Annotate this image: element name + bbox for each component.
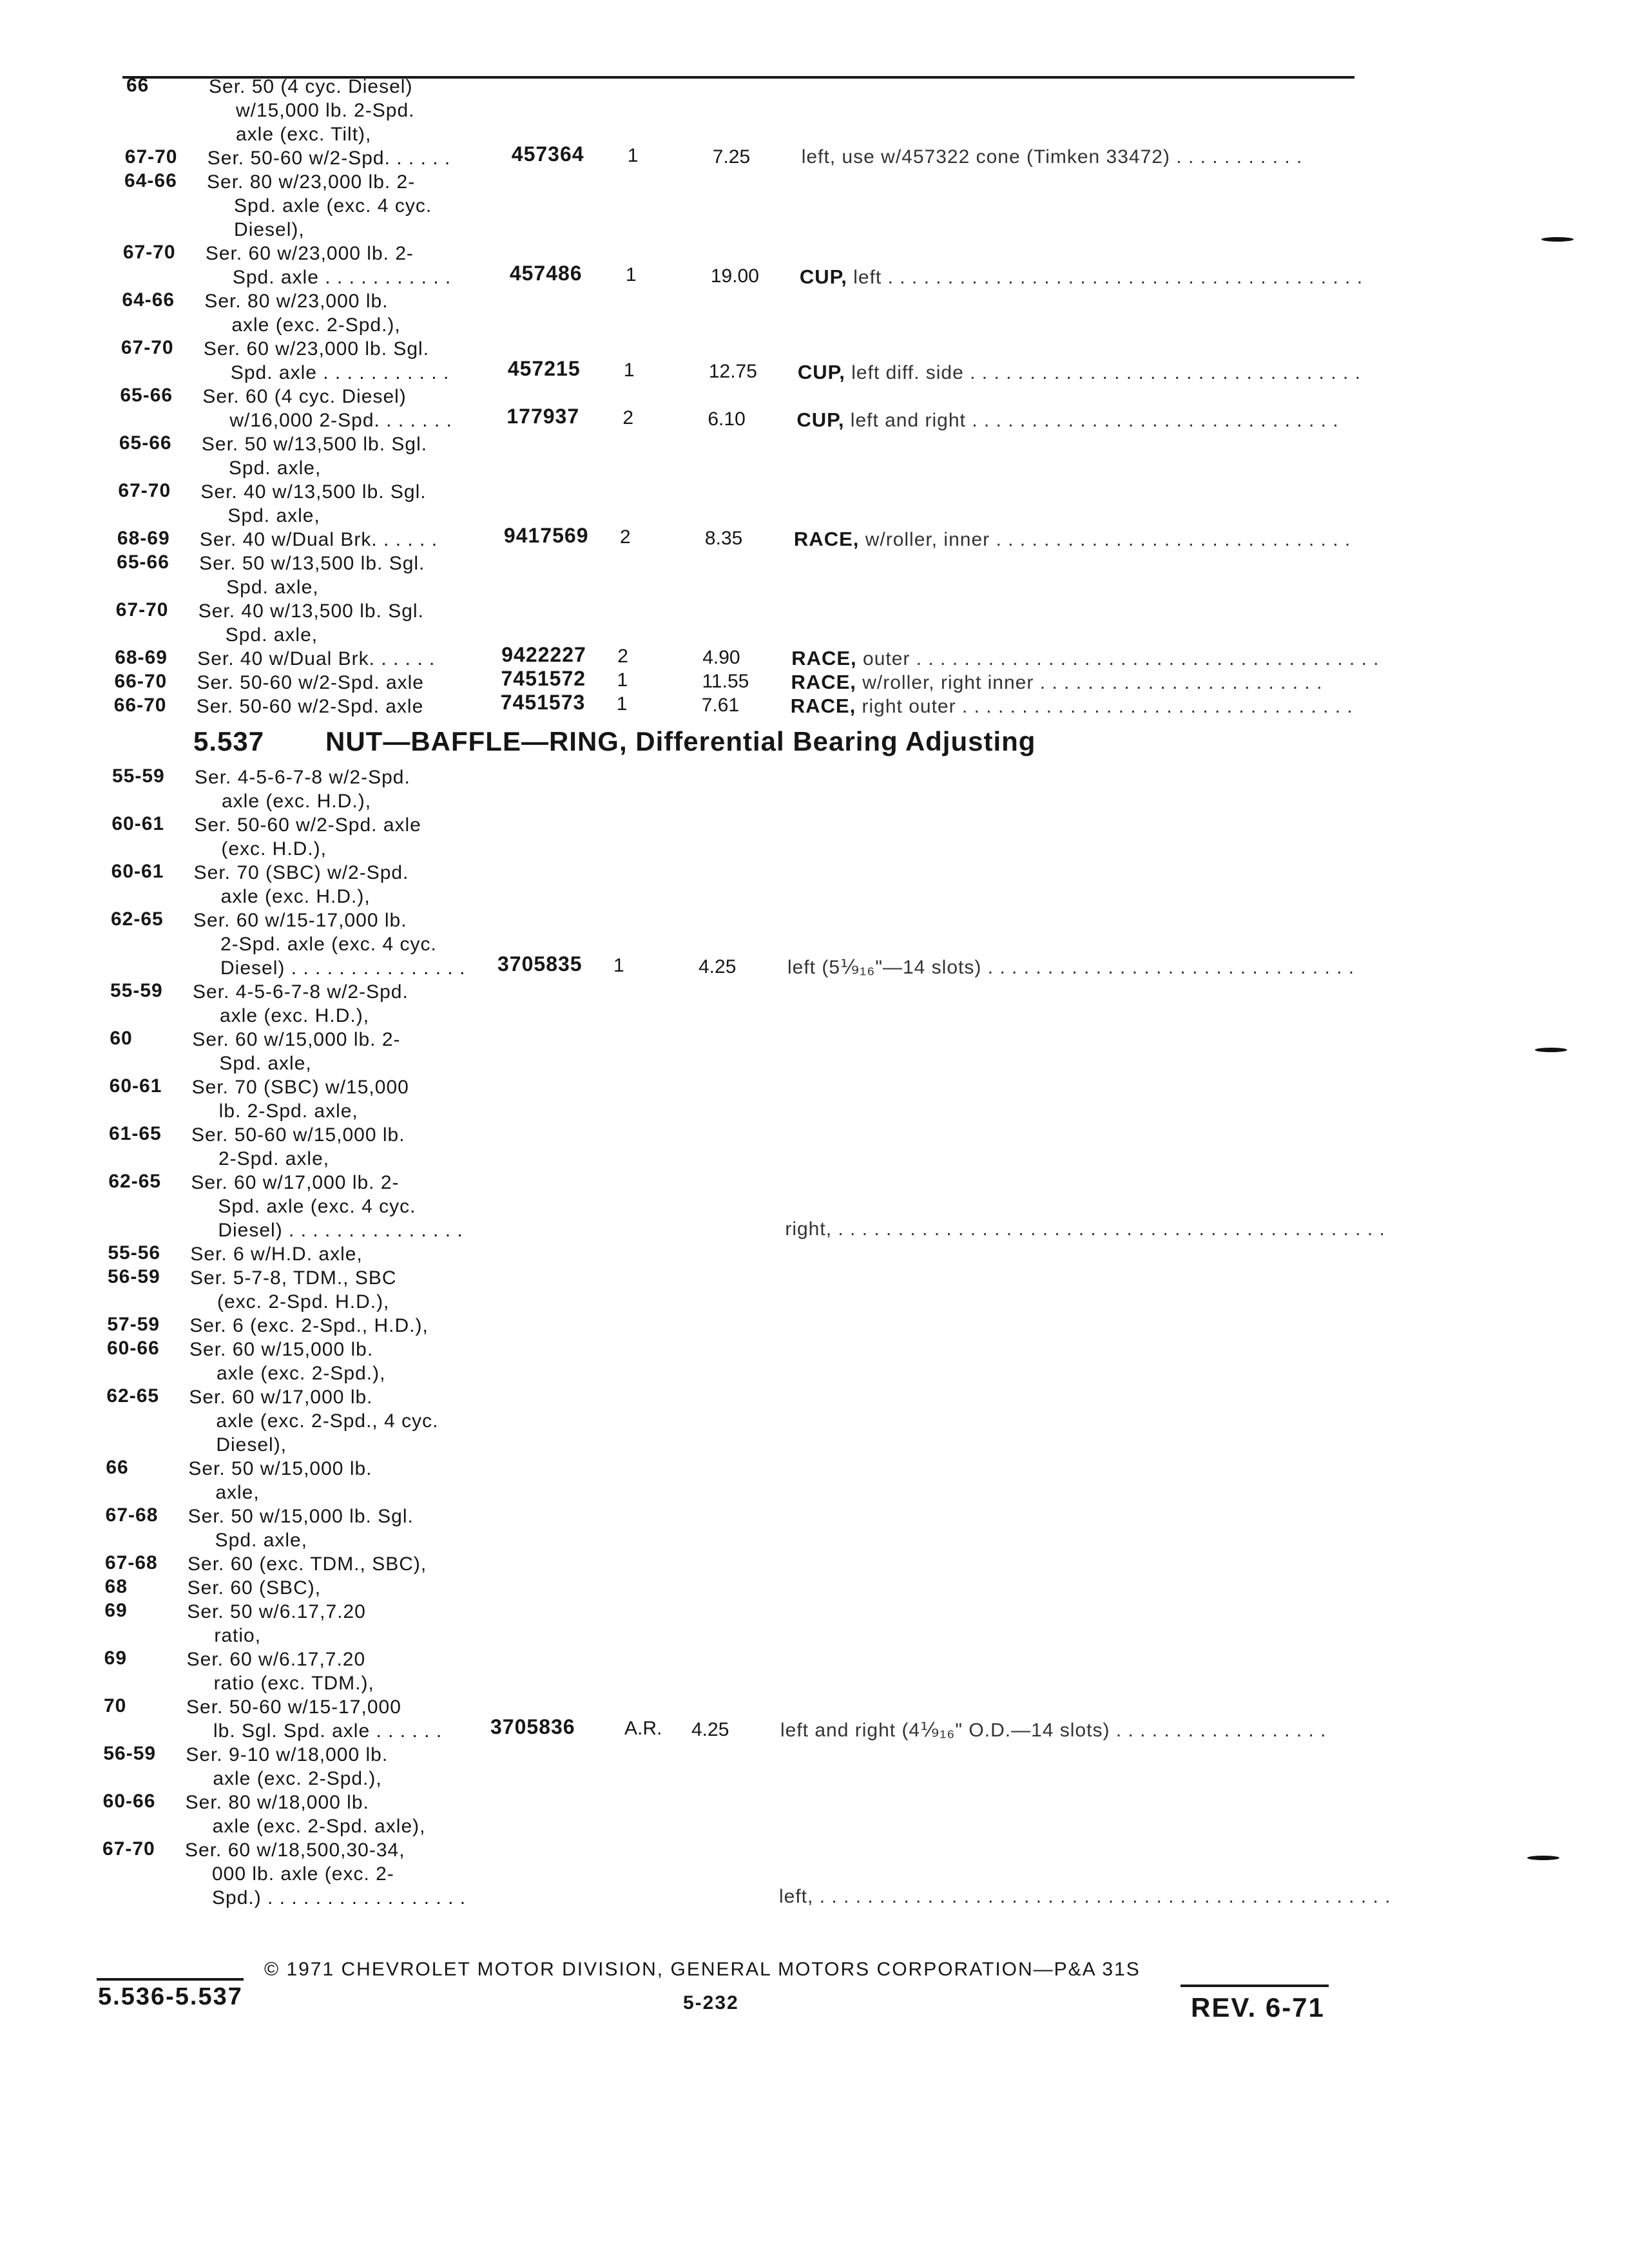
application-line: w/16,000 2-Spd. . . . . . .: [229, 410, 452, 431]
application-line: Ser. 50 w/13,500 lb. Sgl.: [199, 553, 425, 574]
year-range: 66-70: [114, 671, 168, 692]
section-number: 5.537: [193, 726, 265, 756]
application-line: Spd. axle,: [228, 457, 322, 479]
application-line: 2-Spd. axle,: [218, 1148, 330, 1169]
year-range: 60-61: [111, 813, 165, 834]
description-text: left . . . . . . . . . . . . . . . . . . . . . . . . . . . . . . . . . . . . . . . .: [847, 267, 1364, 288]
description-text: left, . . . . . . . . . . . . . . . . . . . . . . . . . . . . . . . . . . . . . . . . . . . . . . . .: [779, 1886, 1391, 1907]
description-noun: RACE,: [793, 528, 860, 550]
application-line: lb. Sgl. Spd. axle . . . . . .: [213, 1720, 443, 1742]
price: 4.25: [691, 1719, 729, 1740]
application-line: Ser. 6 (exc. 2-Spd., H.D.),: [189, 1315, 429, 1336]
application-line: axle (exc. 2-Spd., 4 cyc.: [216, 1410, 439, 1432]
price: 12.75: [708, 361, 757, 382]
year-range: 55-56: [108, 1242, 161, 1264]
application-line: Ser. 60 w/23,000 lb. 2-: [205, 243, 414, 264]
application-line: Spd.) . . . . . . . . . . . . . . . . .: [212, 1887, 467, 1908]
price: 8.35: [704, 528, 743, 549]
quantity: A.R.: [624, 1718, 662, 1739]
description-text: left (5⅑₁₆"—14 slots) . . . . . . . . . . . . . . . . . . . . . . . . . . . . . . .: [787, 957, 1355, 978]
application-line: ratio (exc. TDM.),: [213, 1673, 374, 1694]
year-range: 56-59: [103, 1743, 157, 1764]
application-line: Ser. 50-60 w/2-Spd. axle: [196, 696, 424, 717]
description-noun: RACE,: [790, 695, 856, 717]
description-text: left diff. side . . . . . . . . . . . . . . . . . . . . . . . . . . . . . . . . .: [845, 362, 1361, 383]
application-line: Ser. 50 (4 cyc. Diesel): [209, 76, 413, 97]
application-line: Ser. 50 w/6.17,7.20: [187, 1601, 366, 1622]
quantity: 1: [613, 955, 624, 976]
application-line: w/15,000 lb. 2-Spd.: [236, 100, 415, 121]
year-range: 69: [104, 1600, 128, 1621]
description: [794, 528, 1351, 551]
price: 19.00: [710, 265, 759, 287]
application-line: Ser. 70 (SBC) w/2-Spd.: [193, 862, 409, 883]
quantity: 1: [623, 360, 635, 381]
price: 4.25: [699, 956, 737, 977]
description-text: left and right (4⅑₁₆" O.D.—14 slots) . . . . . . . . . . . . . . . . . .: [780, 1720, 1327, 1741]
quantity: 1: [617, 669, 628, 691]
application-line: axle (exc. H.D.),: [222, 791, 372, 812]
application-line: Ser. 60 w/15,000 lb.: [189, 1339, 374, 1360]
year-range: 67-70: [115, 599, 169, 620]
description-text: w/roller, right inner . . . . . . . . . . . . . . . . . . . . . . . .: [856, 672, 1323, 693]
year-range: 69: [104, 1648, 128, 1669]
application-line: Ser. 50-60 w/2-Spd. axle: [197, 672, 424, 693]
price: 7.25: [712, 146, 751, 168]
part-number: 457486: [509, 262, 583, 285]
application-line: Diesel),: [234, 219, 305, 240]
application-line: Diesel),: [216, 1434, 287, 1456]
application-line: Ser. 40 w/Dual Brk. . . . . .: [199, 529, 438, 550]
year-range: 68-69: [117, 528, 170, 549]
year-range: 67-70: [118, 480, 171, 501]
application-line: 000 lb. axle (exc. 2-: [212, 1863, 394, 1885]
description: [787, 956, 1354, 979]
application-line: 2-Spd. axle (exc. 4 cyc.: [220, 934, 437, 955]
description-text: right, . . . . . . . . . . . . . . . . . . . . . . . . . . . . . . . . . . . . . . . . . . . . . .: [785, 1218, 1385, 1240]
year-range: 64-66: [124, 170, 177, 191]
year-range: 55-59: [110, 980, 163, 1001]
year-range: 66: [126, 75, 149, 96]
application-line: Spd. axle,: [215, 1530, 308, 1551]
quantity: 1: [625, 264, 637, 285]
application-line: axle (exc. 2-Spd.),: [217, 1363, 386, 1384]
application-line: Ser. 50-60 w/15,000 lb.: [191, 1124, 405, 1146]
description: [780, 1719, 1327, 1742]
part-number: 457364: [511, 142, 584, 166]
application-line: Ser. 60 w/17,000 lb. 2-: [191, 1172, 400, 1193]
price: 7.61: [701, 695, 740, 716]
application-line: Spd. axle . . . . . . . . . . .: [232, 267, 452, 288]
year-range: 67-68: [105, 1504, 159, 1526]
quantity: 2: [619, 526, 631, 548]
year-range: 60: [110, 1028, 133, 1049]
application-line: Ser. 50 w/15,000 lb. Sgl.: [188, 1506, 414, 1527]
year-range: 65-66: [119, 432, 172, 454]
binder-tick-mark: [1535, 1048, 1567, 1052]
description: [791, 671, 1322, 694]
year-range: 67-70: [122, 242, 176, 263]
year-range: 55-59: [112, 765, 165, 787]
description-text: left and right . . . . . . . . . . . . . . . . . . . . . . . . . . . . . . .: [844, 410, 1339, 431]
application-line: Ser. 6 w/H.D. axle,: [190, 1244, 363, 1265]
price: 6.10: [708, 408, 746, 430]
application-line: (exc. 2-Spd. H.D.),: [217, 1291, 390, 1312]
part-number: 7451573: [500, 691, 586, 714]
application-line: ratio,: [214, 1625, 262, 1646]
description-noun: CUP,: [796, 408, 845, 431]
year-range: 62-65: [108, 1171, 162, 1192]
year-range: 64-66: [122, 289, 175, 311]
section-title: NUT—BAFFLE—RING, Differential Bearing Adjusting: [325, 726, 1036, 756]
application-line: Ser. 40 w/Dual Brk. . . . . .: [197, 648, 436, 669]
application-line: Ser. 60 w/15-17,000 lb.: [193, 910, 407, 931]
year-range: 67-70: [102, 1838, 155, 1860]
price: 11.55: [702, 671, 749, 692]
application-line: Spd. axle,: [227, 505, 320, 526]
application-line: Ser. 9-10 w/18,000 lb.: [186, 1744, 389, 1765]
application-line: axle,: [215, 1482, 260, 1503]
footer-copyright: © 1971 CHEVROLET MOTOR DIVISION, GENERAL MOTORS CORPORATION—P&A 31S: [264, 1959, 1141, 1980]
application-line: Ser. 60 (4 cyc. Diesel): [202, 386, 407, 407]
description-noun: RACE,: [791, 671, 856, 693]
application-line: axle (exc. 2-Spd.),: [213, 1768, 382, 1789]
part-number: 7451572: [501, 667, 586, 690]
binder-tick-mark: [1541, 237, 1574, 242]
year-range: 62-65: [111, 908, 164, 930]
footer-rule-right: [1181, 1984, 1329, 1987]
quantity: 1: [616, 693, 628, 715]
application-line: Ser. 50 w/13,500 lb. Sgl.: [201, 434, 428, 455]
application-line: Spd. axle (exc. 4 cyc.: [234, 195, 432, 216]
description-text: right outer . . . . . . . . . . . . . . . . . . . . . . . . . . . . . . . . .: [856, 696, 1353, 717]
description: [785, 1218, 1385, 1240]
application-line: Ser. 60 (exc. TDM., SBC),: [188, 1553, 427, 1575]
description-text: outer . . . . . . . . . . . . . . . . . . . . . . . . . . . . . . . . . . . . . . .: [856, 648, 1380, 669]
description-text: w/roller, inner . . . . . . . . . . . . . . . . . . . . . . . . . . . . . .: [859, 529, 1351, 550]
part-number: 3705835: [497, 952, 583, 975]
application-line: (exc. H.D.),: [221, 838, 327, 860]
year-range: 56-59: [108, 1266, 160, 1287]
year-range: 60-66: [102, 1791, 156, 1812]
application-line: Ser. 40 w/13,500 lb. Sgl.: [198, 601, 424, 622]
year-range: 60-61: [109, 1075, 162, 1097]
footer-page-range: 5.536-5.537: [98, 1983, 243, 2010]
year-range: 61-65: [109, 1123, 162, 1144]
application-line: axle (exc. H.D.),: [220, 1005, 370, 1026]
application-line: Ser. 60 w/15,000 lb. 2-: [192, 1029, 401, 1050]
description: [800, 265, 1363, 289]
application-line: Spd. axle . . . . . . . . . . .: [230, 362, 450, 383]
description: [779, 1886, 1391, 1908]
year-range: 68-69: [115, 647, 168, 668]
application-line: axle (exc. 2-Spd. axle),: [212, 1816, 426, 1837]
application-line: lb. 2-Spd. axle,: [218, 1100, 358, 1122]
application-line: Spd. axle,: [225, 624, 318, 646]
part-number: 9422227: [501, 643, 586, 666]
application-line: Ser. 80 w/18,000 lb.: [185, 1792, 369, 1813]
application-line: axle (exc. Tilt),: [236, 124, 372, 145]
year-range: 67-68: [105, 1552, 158, 1573]
application-line: Ser. 60 w/18,500,30-34,: [185, 1840, 405, 1861]
description: [802, 146, 1303, 168]
description: [791, 647, 1379, 670]
year-range: 60-61: [111, 861, 164, 882]
price: 4.90: [702, 647, 740, 668]
application-line: Spd. axle,: [226, 577, 319, 598]
application-line: Ser. 80 w/23,000 lb.: [204, 291, 389, 312]
quantity: 2: [617, 646, 628, 667]
description-noun: CUP,: [797, 361, 845, 383]
application-line: Ser. 60 w/17,000 lb.: [189, 1387, 373, 1408]
quantity: 2: [622, 407, 634, 428]
application-line: Diesel) . . . . . . . . . . . . . . .: [220, 957, 466, 979]
application-line: Ser. 50 w/15,000 lb.: [188, 1458, 372, 1479]
footer-rule-left: [97, 1978, 244, 1981]
part-number: 3705836: [490, 1715, 575, 1738]
application-line: Ser. 50-60 w/15-17,000: [186, 1696, 401, 1718]
application-line: Ser. 60 w/6.17,7.20: [186, 1649, 366, 1670]
application-line: Ser. 60 (SBC),: [187, 1577, 322, 1599]
year-range: 60-66: [107, 1338, 160, 1359]
binder-tick-mark: [1527, 1856, 1559, 1860]
description: [798, 361, 1361, 384]
part-number: 9417569: [503, 524, 589, 547]
part-number: 457215: [507, 357, 581, 380]
description-noun: CUP,: [799, 265, 847, 288]
application-line: Ser. 60 w/23,000 lb. Sgl.: [203, 338, 430, 360]
year-range: 66: [106, 1457, 129, 1478]
year-range: 68: [104, 1576, 128, 1597]
application-line: Ser. 4-5-6-7-8 w/2-Spd.: [193, 981, 409, 1003]
footer-page-number: 5-232: [683, 1992, 739, 2013]
application-line: Ser. 40 w/13,500 lb. Sgl.: [200, 481, 427, 503]
application-line: Spd. axle,: [219, 1053, 312, 1074]
application-line: Ser. 50-60 w/2-Spd. axle: [194, 814, 421, 836]
year-range: 66-70: [113, 695, 167, 716]
application-line: axle (exc. 2-Spd.),: [231, 314, 401, 336]
quantity: 1: [627, 145, 639, 166]
year-range: 62-65: [106, 1385, 160, 1407]
application-line: axle (exc. H.D.),: [220, 886, 371, 907]
description: [791, 695, 1353, 718]
year-range: 57-59: [107, 1314, 160, 1335]
application-line: Spd. axle (exc. 4 cyc.: [218, 1196, 416, 1217]
part-number: 177937: [506, 405, 580, 428]
year-range: 65-66: [120, 385, 173, 406]
application-line: Ser. 5-7-8, TDM., SBC: [190, 1267, 397, 1289]
application-line: Ser. 4-5-6-7-8 w/2-Spd.: [195, 767, 410, 788]
application-line: Ser. 50-60 w/2-Spd. . . . . .: [207, 148, 451, 169]
application-line: Ser. 80 w/23,000 lb. 2-: [207, 171, 416, 193]
year-range: 65-66: [117, 552, 169, 573]
year-range: 70: [104, 1695, 127, 1716]
description-noun: RACE,: [791, 647, 857, 669]
year-range: 67-70: [124, 146, 178, 168]
application-line: Diesel) . . . . . . . . . . . . . . .: [218, 1220, 463, 1241]
application-line: Ser. 70 (SBC) w/15,000: [191, 1077, 409, 1098]
description: [796, 408, 1338, 432]
footer-revision: REV. 6-71: [1191, 1992, 1325, 2023]
year-range: 67-70: [120, 337, 174, 358]
description-text: left, use w/457322 cone (Timken 33472) . . . . . . . . . . .: [801, 146, 1303, 168]
